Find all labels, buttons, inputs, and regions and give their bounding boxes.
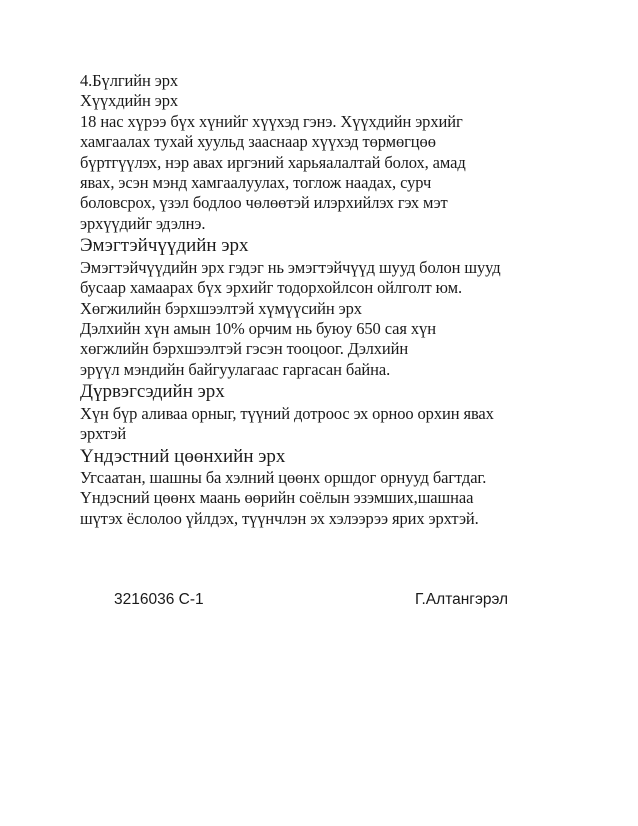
- disabled-rights-heading: Хөгжилийн бэрхшээлтэй хүмүүсийн эрх: [80, 298, 362, 318]
- section-title: 4.Бүлгийн эрх: [80, 71, 178, 90]
- child-rights-line: боловсрох, үзэл бодлоо чөлөөтэй илэрхийлэх гэх мэт: [80, 193, 448, 213]
- indigenous-rights-line: Үндэсний цөөнх маань өөрийн соёлын эзэмших,шашнаа: [80, 488, 474, 508]
- child-rights-heading: Хүүхдийн эрх: [80, 91, 179, 111]
- disabled-rights-line: хөгжлийн бэрхшээлтэй гэсэн тооцоог. Дэлхийн: [80, 339, 409, 359]
- child-rights-line: явах, эсэн мэнд хамгаалуулах, тоглож наадах, сурч: [80, 173, 432, 193]
- student-code: 3216036 С-1: [114, 591, 204, 608]
- child-rights-line: хамгаалах тухай хуульд зааснаар хүүхэд төрмөгцөө: [80, 132, 436, 152]
- author-name: Г.Алтангэрэл: [415, 591, 509, 608]
- child-rights-line: бүртгүүлэх, нэр авах иргэний харьяалалтай болох, амад: [80, 152, 466, 172]
- child-rights-line: 18 нас хүрээ бүх хүнийг хүүхэд гэнэ. Хүүхдийн эрхийг: [80, 111, 463, 131]
- fourth-rights-line: Хүн бүр аливаа орныг, түүний дотроос эх орноо орхин явах: [80, 403, 494, 423]
- women-rights-line: Эмэгтэйчүүдийн эрх гэдэг нь эмэгтэйчүүд шууд болон шууд: [80, 257, 501, 277]
- document-body: [80, 71, 580, 529]
- child-rights-line: эрхүүдийг эдэлнэ.: [80, 213, 206, 233]
- indigenous-rights-line: шүтэх ёслолоо үйлдэх, түүнчлэн эх хэлээрээ ярих эрхтэй.: [80, 508, 479, 528]
- fourth-rights-line: эрхтэй: [80, 424, 127, 444]
- women-rights-heading: Эмэгтэйчүүдийн эрх: [80, 235, 249, 257]
- indigenous-rights-line: Угсаатан, шашны ба хэлний цөөнх оршдог орнууд багтдаг.: [80, 468, 487, 487]
- indigenous-rights-heading: Үндэстний цөөнхийн эрх: [80, 445, 286, 467]
- fourth-rights-heading: Дүрвэгсэдийн эрх: [80, 381, 225, 403]
- disabled-rights-line: эрүүл мэндийн байгуулагаас гаргасан байна.: [80, 359, 391, 379]
- women-rights-line: бусаар хамаарах бүх эрхийг тодорхойлсон ойлголт юм.: [80, 278, 462, 298]
- disabled-rights-line: Дэлхийн хүн амын 10% орчим нь буюу 650 сая хүн: [80, 318, 436, 338]
